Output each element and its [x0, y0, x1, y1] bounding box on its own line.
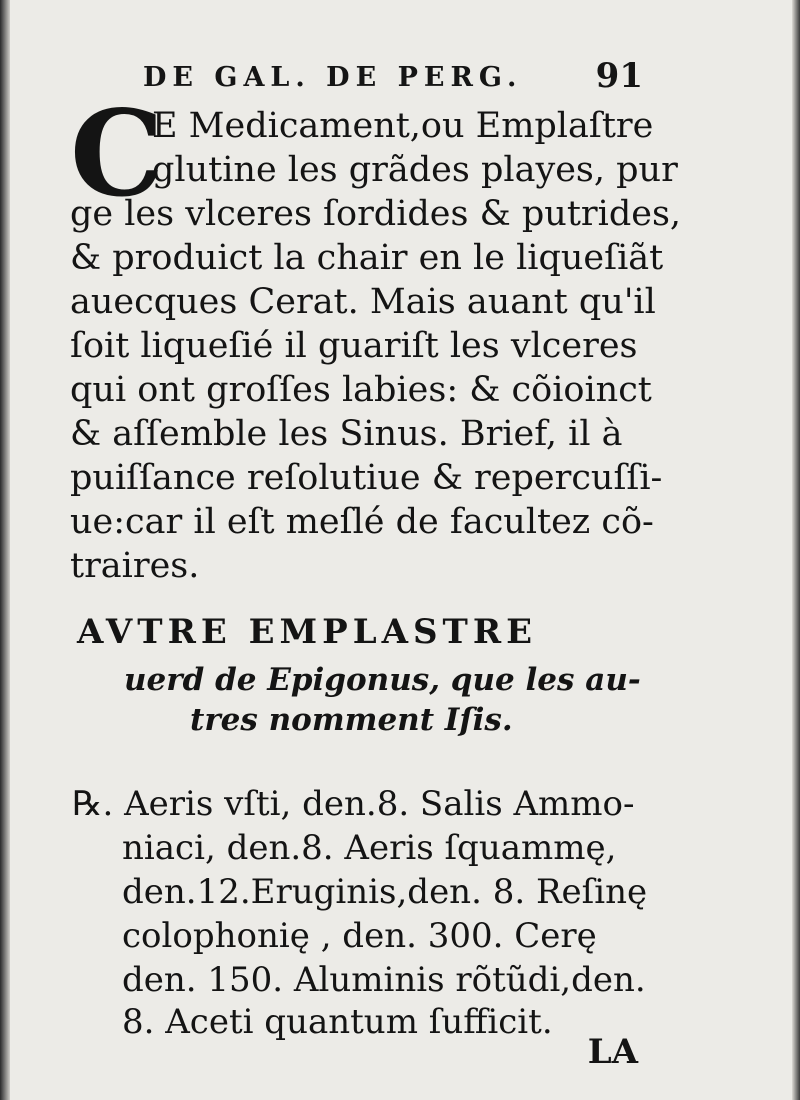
page-number: 91 [595, 56, 643, 96]
text-line: glutine les grãdes playes, pur [152, 150, 678, 190]
section-heading: AVTRE EMPLASTRE [77, 612, 538, 652]
section-subheading-line: tres nomment Iſis. [190, 702, 513, 738]
page-edge-left [0, 0, 10, 1100]
text-line: E Medicament,ou Emplaſtre [152, 106, 654, 146]
recipe-line: den.12.Eruginis,den. 8. Reſinę [122, 872, 648, 912]
text-line: puiſſance reſolutiue & repercuſſi- [70, 458, 663, 498]
catchword: LA [587, 1032, 638, 1072]
page-header [143, 56, 643, 96]
text-line: traires. [70, 546, 200, 586]
text-line: & produict la chair en le liqueſiãt [70, 238, 664, 278]
recipe-line: niaci, den.8. Aeris ſquammę, [122, 828, 617, 868]
drop-cap: C [70, 84, 164, 223]
recipe-line: colophonię , den. 300. Cerę [122, 916, 597, 956]
section-subheading-line: uerd de Epigonus, que les au- [124, 662, 641, 698]
text-line: qui ont groſſes labies: & cõioinct [70, 370, 652, 410]
page-edge-right [792, 0, 800, 1100]
running-head: DE GAL. DE PERG. [143, 62, 523, 93]
text-line: ge les vlceres ſordides & putrides, [70, 194, 682, 234]
text-line: & aſſemble les Sinus. Brief, il à [70, 414, 623, 454]
text-line: ſoit liqueſié il guariſt les vlceres [70, 326, 638, 366]
recipe-line: ℞. Aeris vſti, den.8. Salis Ammo- [72, 784, 635, 824]
recipe-line: den. 150. Aluminis rõtũdi,den. [122, 960, 646, 1000]
text-line: ue:car il eſt meſlé de facultez cõ- [70, 502, 654, 542]
text-line: auecques Cerat. Mais auant qu'il [70, 282, 656, 322]
recipe-line: 8. Aceti quantum ſufficit. [122, 1002, 553, 1042]
